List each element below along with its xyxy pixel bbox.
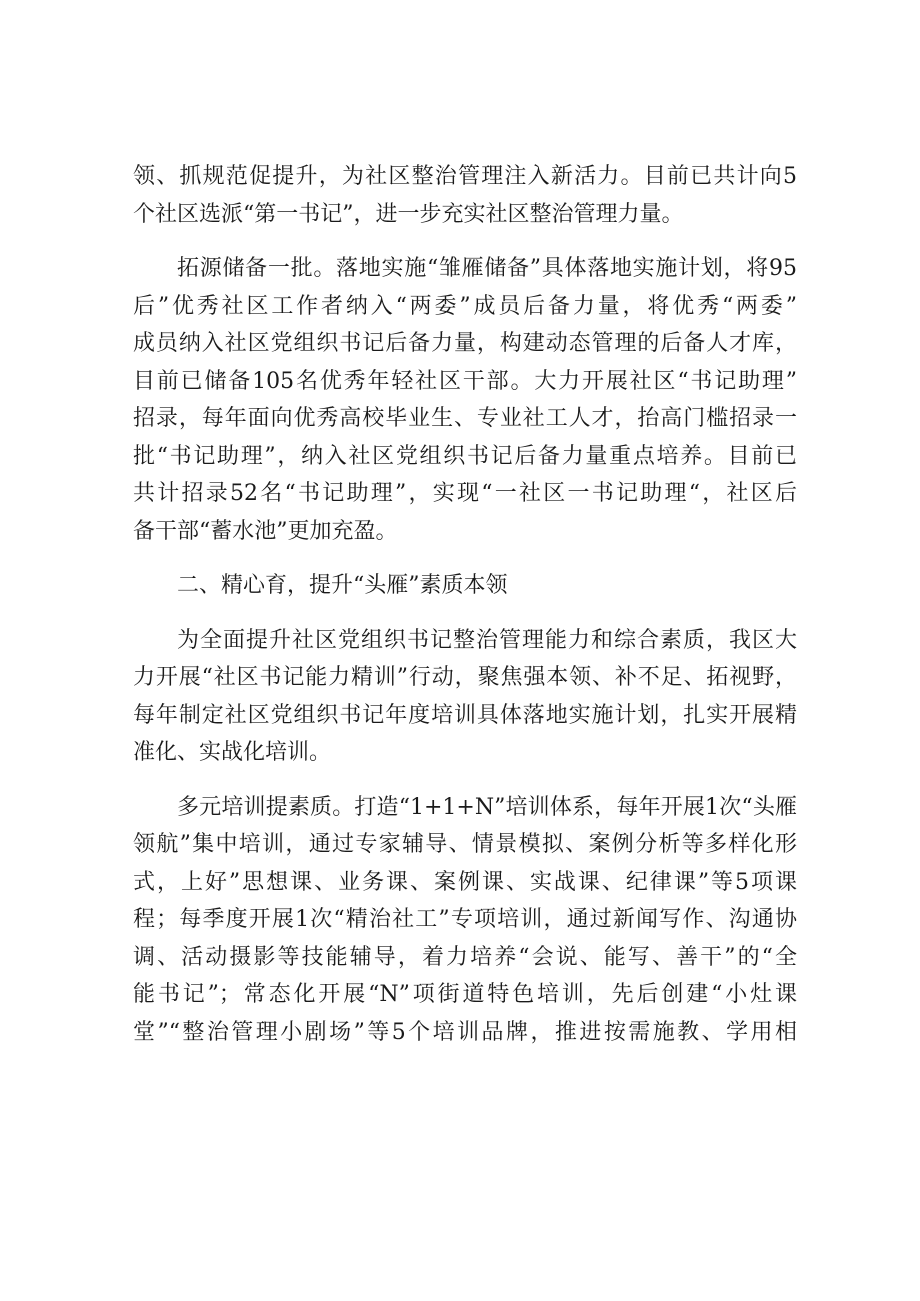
text-line: 备干部“蓄水池”更加充盈。 [133,518,398,544]
text-line: 后”优秀社区工作者纳入“两委”成员后备力量，将优秀“两委” [133,293,797,319]
text-line: 招录，每年面向优秀高校毕业生、专业社工人才，抬高门槛招录一 [133,406,797,431]
text-line: 个社区选派“第一书记”，进一步充实社区整治管理力量。 [133,201,684,227]
text-line: 领、抓规范促提升，为社区整治管理注入新活力。目前已共计向5 [133,164,797,189]
text-line: 准化、实战化培训。 [133,740,332,765]
paragraph-reserve [133,250,797,550]
paragraph-training-intro [133,622,797,772]
text-line: 程；每季度开展1次“精治社工”专项培训，通过新闻写作、沟通协 [133,907,797,932]
paragraph-multi-training [133,789,797,1052]
text-line: 批“书记助理”，纳入社区党组织书记后备力量重点培养。目前已 [133,443,797,469]
text-line: 成员纳入社区党组织书记后备力量，构建动态管理的后备人才库， [133,331,797,356]
section-heading [133,567,797,605]
document-body [133,158,797,1068]
text-line: 式，上好”思想课、业务课、案例课、实战课、纪律课”等5项课 [133,869,797,895]
text-line: 每年制定社区党组织书记年度培训具体落地实施计划，扎实开展精 [133,702,797,728]
text-line: 堂”“整治管理小剧场”等5个培训品牌，推进按需施教、学用相 [133,1019,797,1045]
text-line: 目前已储备105名优秀年轻社区干部。大力开展社区“书记助理” [133,368,797,394]
text-line: 共计招录52名“书记助理”，实现“一社区一书记助理“，社区后 [133,481,797,506]
heading-text: 二、精心育，提升“头雁”素质本领 [177,573,508,598]
text-line: 能书记”；常态化开展“N”项街道特色培训，先后创建“小灶课 [133,982,797,1007]
paragraph-continuation [133,158,797,233]
text-line: 力开展“社区书记能力精训”行动，聚焦强本领、补不足、拓视野， [133,665,797,690]
text-line: 拓源储备一批。落地实施“雏雁储备”具体落地实施计划，将95 [177,256,797,281]
text-line: 为全面提升社区党组织书记整治管理能力和综合素质，我区大 [177,627,797,653]
text-line: 调、活动摄影等技能辅导，着力培养“会说、能写、善干”的“全 [133,944,797,970]
text-line: 领航”集中培训，通过专家辅导、情景模拟、案例分析等多样化形 [133,832,797,857]
text-line: 多元培训提素质。打造“1+1+N”培训体系，每年开展1次“头雁 [177,794,797,820]
